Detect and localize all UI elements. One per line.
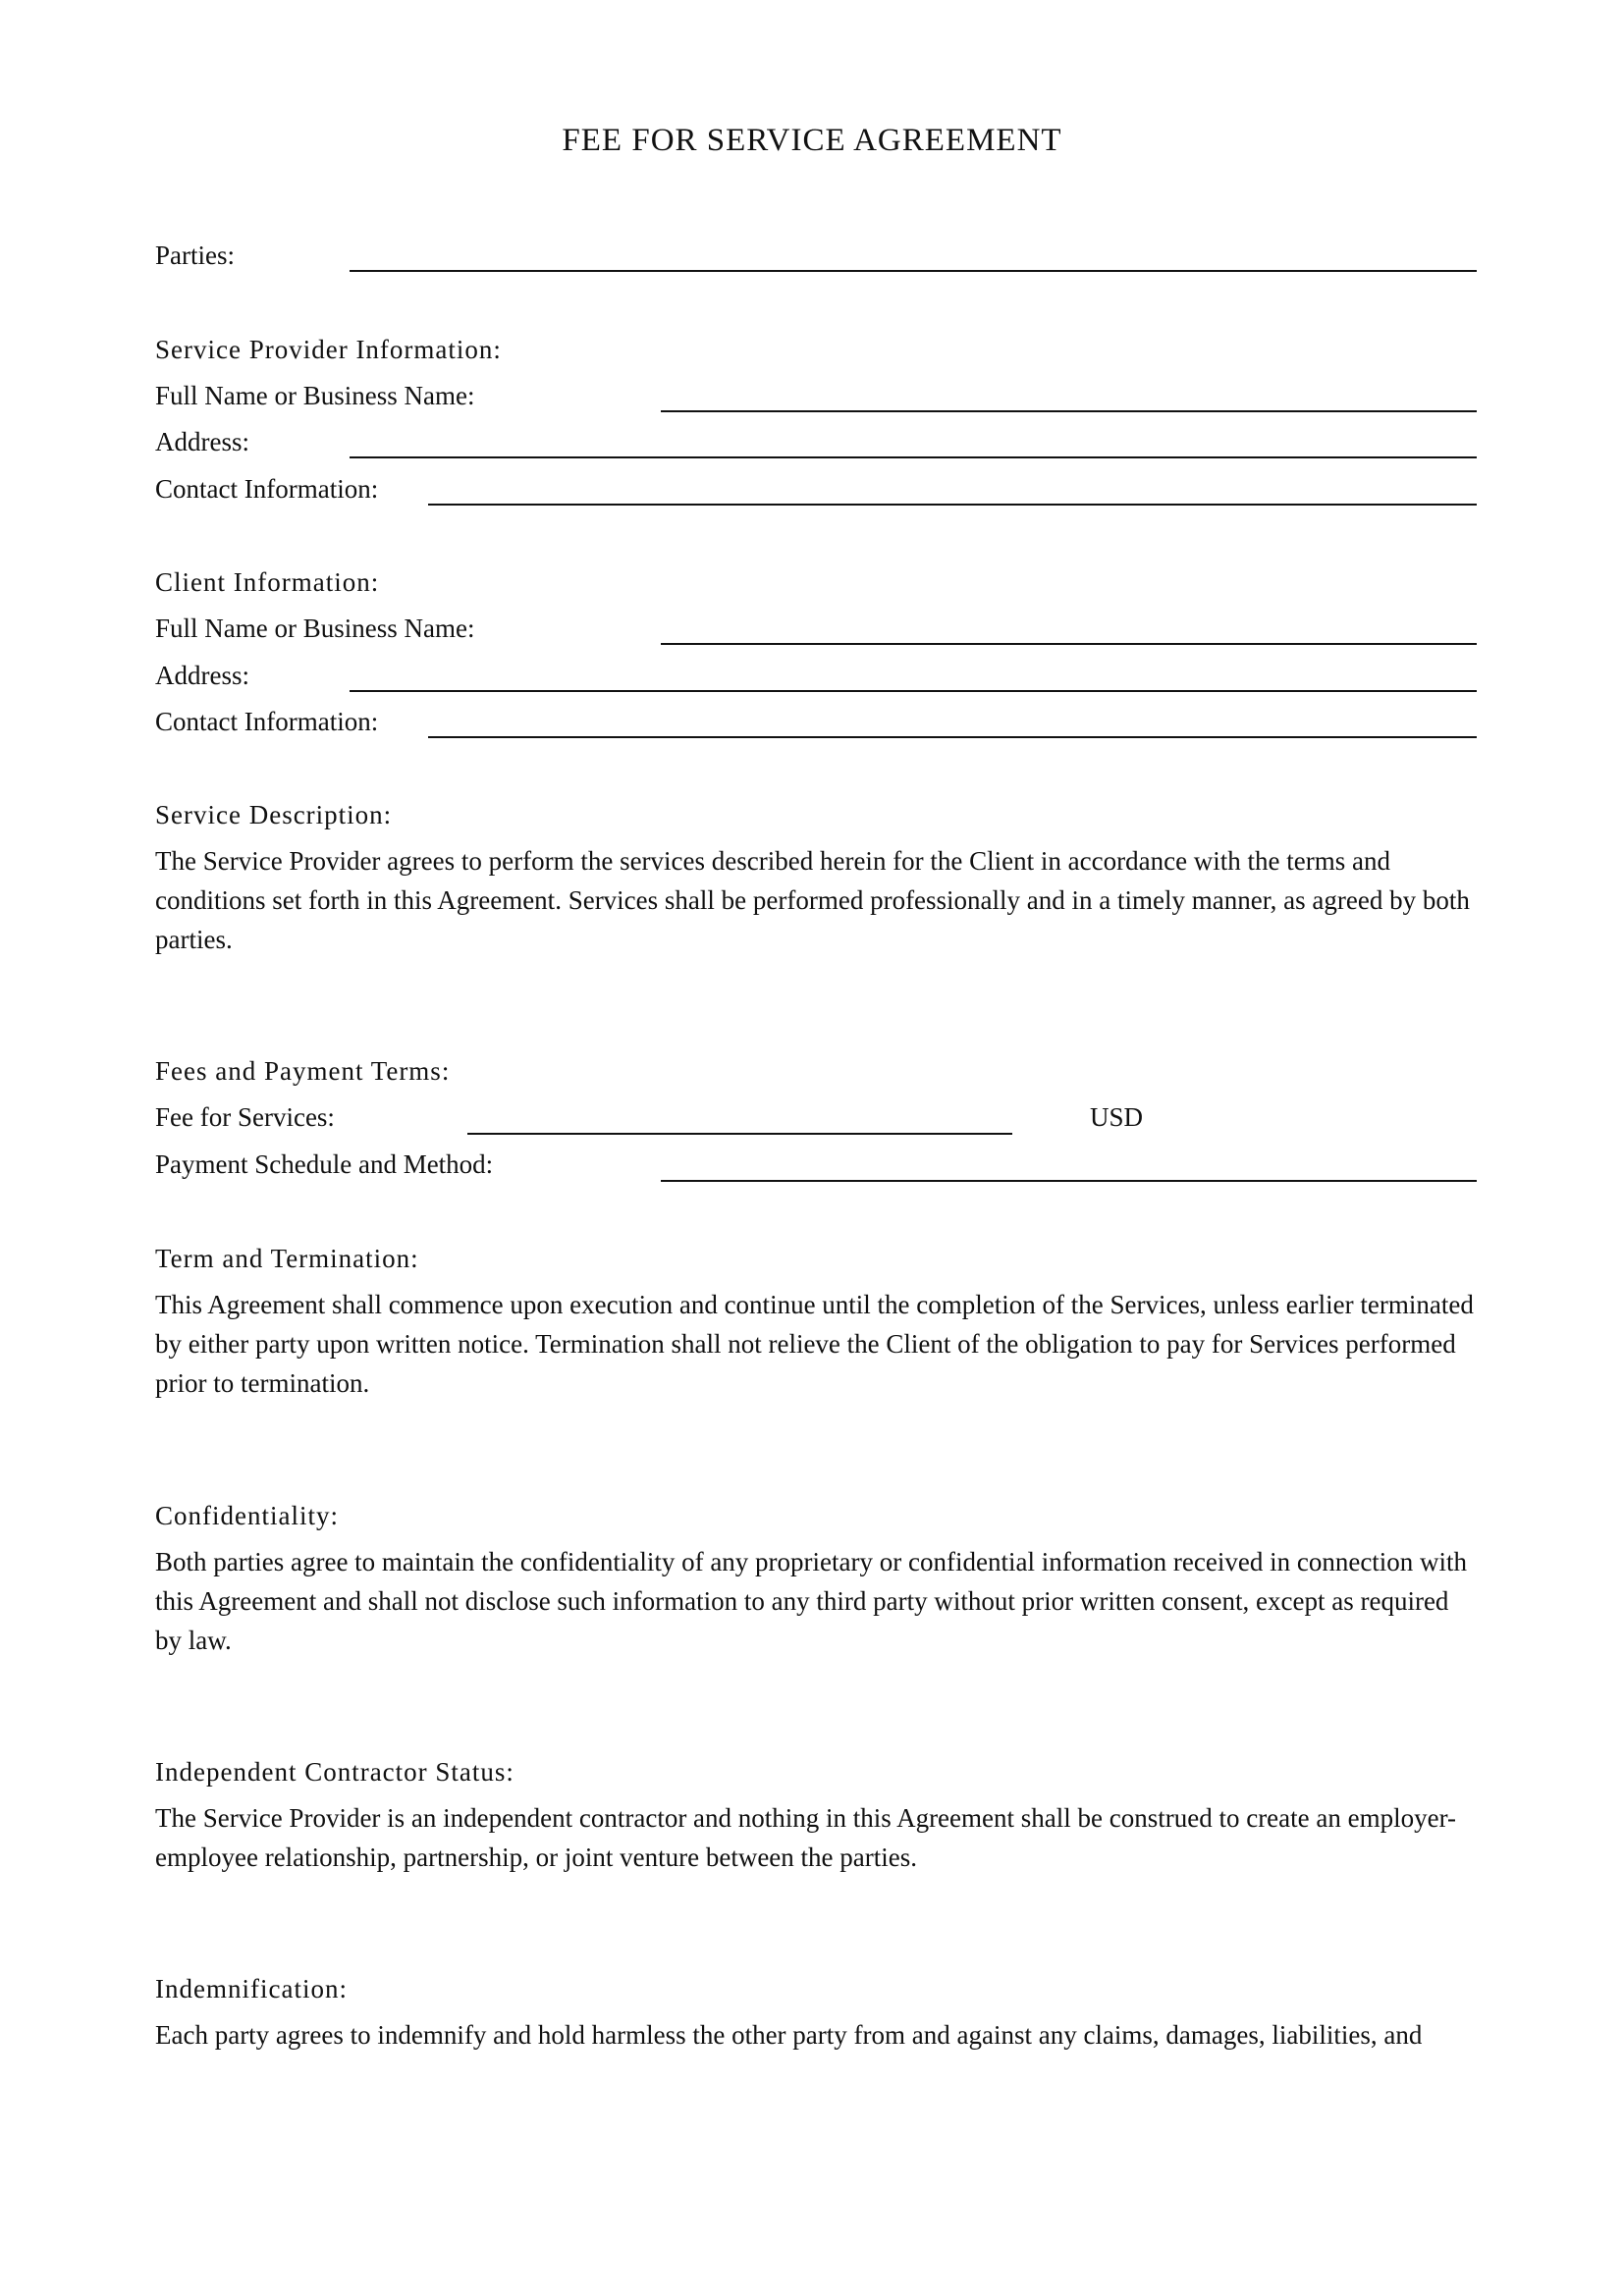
client-contact-field[interactable] xyxy=(428,736,1477,738)
provider-contact-field[interactable] xyxy=(428,504,1477,506)
provider-address-label: Address: xyxy=(155,427,249,456)
payment-schedule-field[interactable] xyxy=(661,1180,1477,1182)
provider-contact-label: Contact Information: xyxy=(155,474,379,504)
service-description-heading: Service Description: xyxy=(155,800,393,829)
client-heading: Client Information: xyxy=(155,567,380,597)
fee-label: Fee for Services: xyxy=(155,1102,335,1132)
provider-name-label: Full Name or Business Name: xyxy=(155,381,475,410)
fee-field[interactable] xyxy=(467,1133,1012,1135)
currency-label: USD xyxy=(1090,1102,1144,1132)
document-title: FEE FOR SERVICE AGREEMENT xyxy=(562,123,1062,158)
confidentiality-text: Both parties agree to maintain the confidentiality of any proprietary or confidential information received in connection with this Agreement and shall not disclose such information to any third party without prior written consent, except as required by law. xyxy=(155,1547,1468,1655)
client-address-label: Address: xyxy=(155,661,249,690)
service-provider-heading: Service Provider Information: xyxy=(155,335,502,364)
parties-field[interactable] xyxy=(350,270,1477,272)
parties-label: Parties: xyxy=(155,240,235,270)
confidentiality-heading: Confidentiality: xyxy=(155,1501,339,1530)
term-text: This Agreement shall commence upon execution and continue until the completion of the Services, unless earlier terminated by either party upon written notice. Termination shall not relieve the Client of the obligation to pay for Services performed prior to termination. xyxy=(155,1290,1474,1398)
provider-name-field[interactable] xyxy=(661,410,1477,412)
client-name-label: Full Name or Business Name: xyxy=(155,614,475,643)
client-name-field[interactable] xyxy=(661,643,1477,645)
client-address-field[interactable] xyxy=(350,690,1477,692)
indemnification-text: Each party agrees to indemnify and hold harmless the other party from and against any claims, damages, liabilities, and xyxy=(155,2020,1423,2050)
term-heading: Term and Termination: xyxy=(155,1244,419,1273)
contractor-heading: Independent Contractor Status: xyxy=(155,1757,514,1787)
fees-heading: Fees and Payment Terms: xyxy=(155,1056,451,1086)
contractor-text: The Service Provider is an independent contractor and nothing in this Agreement shall be construed to create an employer-employee relationship, partnership, or joint venture between the parties. xyxy=(155,1803,1457,1872)
indemnification-heading: Indemnification: xyxy=(155,1974,348,2003)
provider-address-field[interactable] xyxy=(350,456,1477,458)
payment-schedule-label: Payment Schedule and Method: xyxy=(155,1149,494,1179)
service-description-text: The Service Provider agrees to perform the services described herein for the Client in accordance with the terms and conditions set forth in this Agreement. Services shall be performed professionally and in a timely manner, as agreed by both parties. xyxy=(155,846,1470,954)
client-contact-label: Contact Information: xyxy=(155,707,379,736)
